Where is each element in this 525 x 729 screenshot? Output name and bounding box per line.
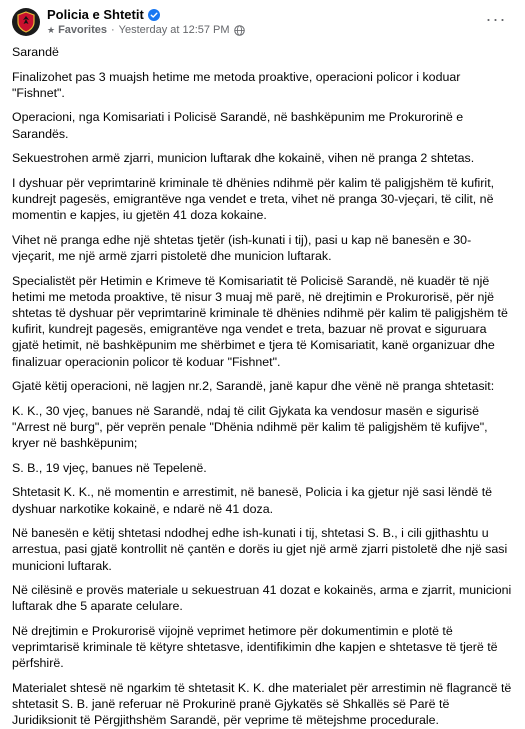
post-paragraph: Shtetasit K. K., në momentin e arrestimit, në banesë, Policia i ka gjetur një sasi lëndë të dyshuar narkotike kokainë, e ndarë në 41 doza. (12, 485, 493, 516)
post-body (12, 44, 515, 729)
page-name[interactable]: Policia e Shtetit (47, 6, 144, 22)
separator-dot: · (111, 23, 115, 36)
post-paragraph: Në banesën e këtij shtetasi ndodhej edhe ish-kunati i tij, shtetasi S. B., i cili gjithashtu u arrestua, pasi gjatë kontrollit në çantën e dorës iu gjet një armë zjarri pistoletë dhe një sasi municioni luftarak. (12, 526, 508, 573)
post-paragraph: Specialistët për Hetimin e Krimeve të Komisariatit të Policisë Sarandë, në kuadër të një hetimi me metoda proaktive, të nisur 3 muaj më parë, në drejtimin e Prokurorisë, për një shtetas të dyshuar për veprimtarinë kriminale të dhënies ndihmë për kalim të paligjshëm të kufirit, kundrejt pagesës, emigrantëve nga vendet e treta, bazuar në provat e siguruara gjatë hetimit, në bashkëpunim me shërbimet e tjera të Komisariatit, kanë organizuar dhe finalizuar operacionin policor të koduar "Fishnet". (12, 273, 508, 369)
post-paragraph: Në drejtimin e Prokurorisë vijojnë veprimet hetimore për dokumentimin e plotë të veprimtarisë kriminale të këtyre shtetasve, identifikimin dhe kapjen e shtetasve të tjerë të përfshirë. (12, 623, 498, 671)
post-subline (47, 24, 245, 38)
post-header (12, 0, 515, 42)
post-paragraph: Sarandë (12, 45, 59, 59)
post-paragraph: Sekuestrohen armë zjarri, municion luftarak dhe kokainë, vihen në pranga 2 shtetas. (12, 151, 475, 166)
more-options-button[interactable]: ··· (485, 8, 507, 29)
post-paragraph: I dyshuar për veprimtarinë kriminale të dhënies ndihmë për kalim të paligjshëm të kufirit, kundrejt pagesës, emigrantëve nga vendet e treta, vihet në pranga 30-vjeçari, të cilit, në momentin e kapjes, iu gjetën 41 doza kokaine. (12, 175, 495, 223)
post-paragraph: Në cilësinë e provës materiale u sekuestruan 41 dozat e kokainës, arma e zjarrit, municioni luftarak dhe 5 aparate celulare. (12, 583, 512, 614)
post-timestamp[interactable]: Yesterday at 12:57 PM (118, 23, 230, 36)
post-paragraph: Materialet shtesë në ngarkim të shtetasit K. K. dhe materialet për arrestimin në flagrancë të shtetasit S. B. janë referuar në Prokurinë pranë Gjykatës së Shkallës së Parë të Juridiksionit të Përgjithshëm Sarandë, për veprime të mëtejshme procedurale. (12, 680, 512, 728)
police-emblem-icon (16, 11, 36, 33)
post-meta (47, 7, 245, 38)
star-icon: ★ (47, 25, 56, 35)
post-paragraph: Gjatë këtij operacioni, në lagjen nr.2, Sarandë, janë kapur dhe vënë në pranga shtetasit: (12, 379, 495, 394)
page-avatar[interactable] (12, 8, 40, 36)
globe-icon (234, 25, 245, 36)
post-paragraph: Operacioni, nga Komisariati i Policisë Sarandë, në bashkëpunim me Prokurorinë e Sarandës. (12, 110, 464, 141)
post-paragraph: S. B., 19 vjeç, banues në Tepelenë. (12, 460, 207, 475)
favorites-label[interactable]: Favorites (58, 23, 107, 36)
post-paragraph: Vihet në pranga edhe një shtetas tjetër (ish-kunati i tij), pasi u kap në banesën e 30-vjeçarit, me një armë zjarri pistoletë dhe municion luftarak. (12, 232, 472, 263)
page-name-row (47, 7, 245, 23)
post-paragraph: Finalizohet pas 3 muajsh hetime me metoda proaktive, operacioni policor i koduar "Fishnet". (12, 69, 461, 100)
verified-badge-icon (148, 9, 160, 21)
post-paragraph: K. K., 30 vjeç, banues në Sarandë, ndaj të cilit Gjykata ka vendosur masën e sigurisë "Arrest në burg", për veprën penale "Dhënia ndihmë për kalim të paligjshëm të kufijve", kryer në bashkëpunim; (12, 403, 488, 451)
